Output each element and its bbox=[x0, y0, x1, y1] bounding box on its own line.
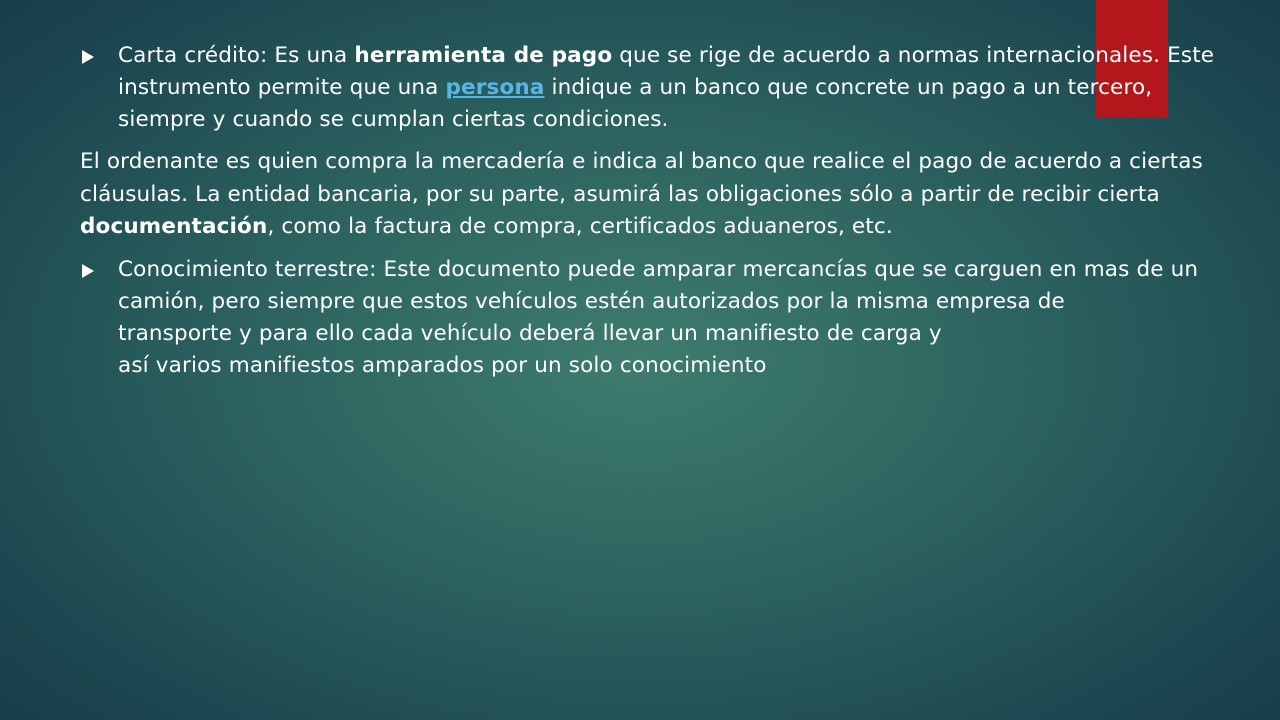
persona-link[interactable]: persona bbox=[445, 75, 545, 100]
bullet1-text-2: que se rige de acuerdo a normas internacionales. Este instrumento permite que una bbox=[118, 43, 1215, 100]
paragraph-ordenante bbox=[80, 146, 1220, 244]
bullet-carta-credito bbox=[80, 40, 1220, 136]
bullet-conocimiento-terrestre bbox=[80, 254, 1220, 382]
paragraph-text-2: , como la factura de compra, certificados aduaneros, etc. bbox=[267, 214, 893, 239]
bullet1-bold-term: herramienta de pago bbox=[354, 43, 613, 68]
slide-content bbox=[80, 40, 1220, 382]
bullet2-line-1: Conocimiento terrestre: Este documento puede amparar mercancías que se carguen en mas de un camión, pero siempre que estos vehículos estén autorizados por la misma empresa de bbox=[118, 256, 1199, 314]
bullet2-line-3: así varios manifiestos amparados por un solo conocimiento bbox=[118, 352, 767, 378]
bullet1-text-3: indique a un banco que concrete un pago a un tercero, siempre y cuando se cumplan ciertas condiciones. bbox=[118, 75, 1153, 132]
bullet1-text-1: Carta crédito: Es una bbox=[118, 43, 355, 68]
bullet2-line-2: transporte y para ello cada vehículo deberá llevar un manifiesto de carga y bbox=[118, 320, 942, 346]
paragraph-bold-term: documentación bbox=[80, 214, 268, 239]
triangle-bullet-icon bbox=[82, 50, 94, 64]
triangle-bullet-icon bbox=[82, 264, 94, 278]
paragraph-text-1: El ordenante es quien compra la mercadería e indica al banco que realice el pago de acuerdo a ciertas cláusulas. La entidad bancaria, por su parte, asumirá las obligaciones sólo a partir de recibir cierta bbox=[80, 149, 1203, 207]
